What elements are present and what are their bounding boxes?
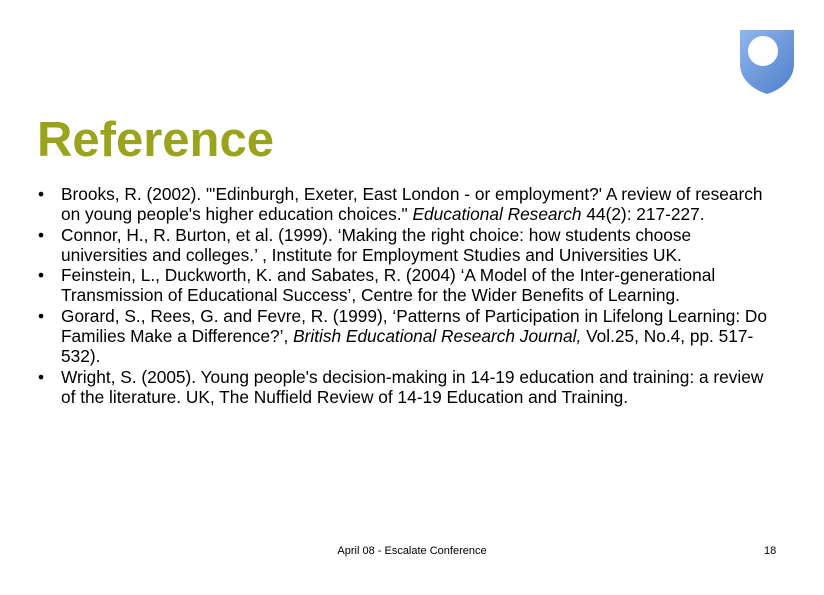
reference-text: Connor, H., R. Burton, et al. (1999). ‘Making the right choice: how students choose universities and colleges.’ , Institute for Employment Studies and Universities UK. — [61, 224, 692, 265]
slide-title: Reference — [37, 113, 274, 167]
reference-text: Feinstein, L., Duckworth, K. and Sabates, R. (2004) ‘A Model of the Inter-generational Transmission of Educational Success’, Centre for the Wider Benefits of Learning. — [61, 265, 716, 306]
reference-item — [38, 265, 778, 306]
reference-text: Wright, S. (2005). Young people's decision-making in 14-19 education and training: a review of the literature. UK, The Nuffield Review of 14-19 Education and Training. — [61, 366, 764, 407]
reference-item — [38, 367, 778, 408]
reference-item — [38, 225, 778, 266]
reference-text: Gorard, S., Rees, G. and Fevre, R. (1999), ‘Patterns of Participation in Lifelong Learning: Do Families Make a Difference?’, — [61, 305, 768, 347]
reference-italic-text: British Educational Research Journal, — [293, 326, 582, 347]
page-number: 18 — [764, 545, 777, 557]
university-shield-logo-icon — [736, 26, 798, 96]
reference-text: Brooks, R. (2002). "'Edinburgh, Exeter, East London - or employment?' A review of research on young people's higher education choices." — [61, 184, 763, 225]
footer-text: April 08 - Escalate Conference — [337, 545, 487, 557]
bullet-icon: • — [38, 184, 45, 204]
bullet-icon: • — [38, 366, 45, 387]
reference-italic-text: Educational Research — [412, 204, 582, 225]
bullet-icon: • — [38, 265, 45, 286]
reference-text: 44(2): 217-227. — [581, 204, 705, 225]
bullet-icon: • — [38, 224, 45, 245]
reference-item — [38, 184, 778, 225]
bullet-icon: • — [38, 305, 45, 326]
reference-text: Vol.25, No.4, pp. 517-532). — [61, 326, 754, 367]
reference-list — [38, 184, 778, 407]
reference-item — [38, 306, 778, 367]
